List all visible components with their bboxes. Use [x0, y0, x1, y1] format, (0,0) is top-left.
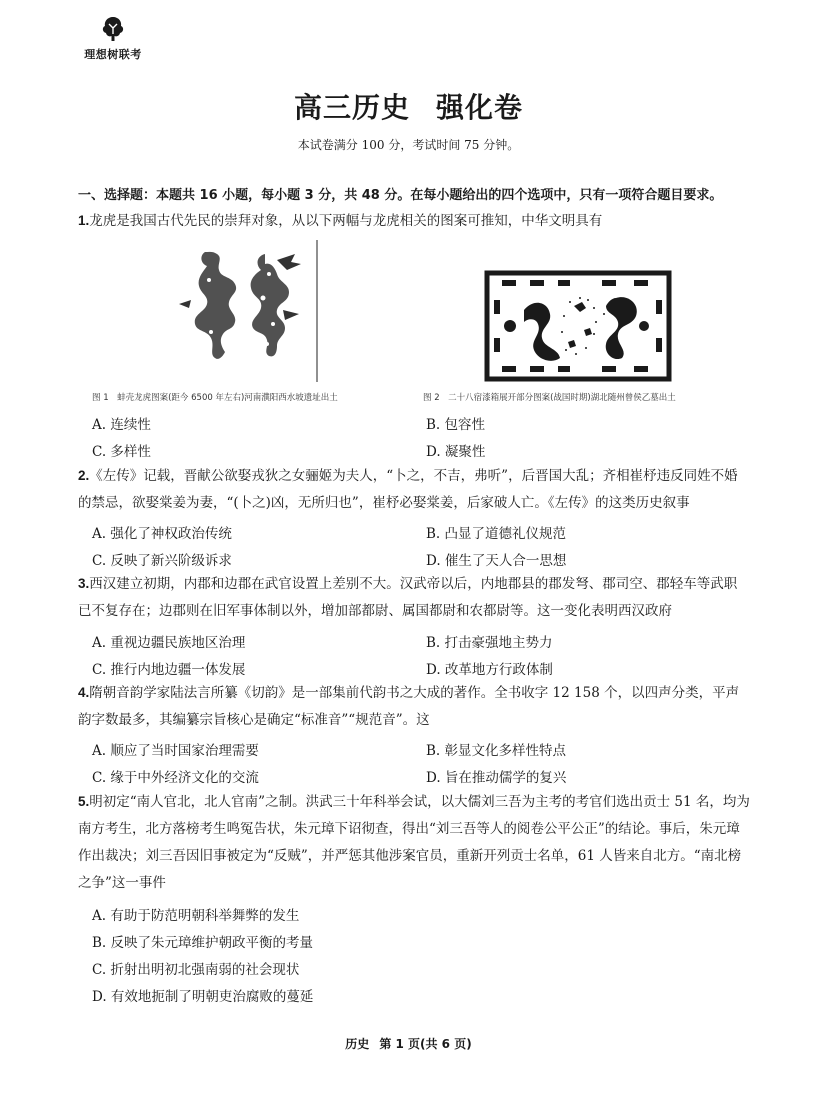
footer-subject: 历史 [345, 1037, 370, 1051]
option-c[interactable]: C. 缘于中外经济文化的交流 [92, 770, 259, 786]
option-a[interactable]: A. 有助于防范明朝科举舞弊的发生 [92, 908, 300, 924]
option-d[interactable]: D. 改革地方行政体制 [426, 662, 553, 678]
exam-info: 本试卷满分 100 分，考试时间 75 分钟。 [297, 138, 520, 152]
question-number: 4. [78, 685, 90, 700]
option-a[interactable]: A. 重视边疆民族地区治理 [92, 635, 246, 651]
tree-logo-icon [98, 14, 128, 44]
option-a[interactable]: A. 连续性 [92, 417, 151, 433]
option-a[interactable]: A. 顺应了当时国家治理需要 [92, 743, 259, 759]
brand-logo [78, 14, 148, 62]
option-c[interactable]: C. 折射出明初北强南弱的社会现状 [92, 962, 300, 978]
option-b[interactable]: B. 彰显文化多样性特点 [426, 743, 567, 759]
question-3 [78, 570, 750, 625]
question-stem: 明初定“南人官北，北人官南”之制。洪武三十年科举会试，以大儒刘三吾为主考的考官们选出贡士 51 名，均为南方考生，北方落榜考生鸣冤告状，朱元璋下诏彻查，得出“刘三吾等人的阅卷公平公正”的结论。事后，朱元璋作出裁决；刘三吾因旧事被定为“反贼”，并严惩其他涉案官员，重新开列贡士名单，61 人皆来自北方。“南北榜之争”这一事件 [78, 794, 750, 891]
option-d[interactable]: D. 旨在推动儒学的复兴 [426, 770, 567, 786]
option-d[interactable]: D. 有效地扼制了明朝吏治腐败的蔓延 [92, 989, 314, 1005]
option-c[interactable]: C. 多样性 [92, 444, 151, 460]
option-c[interactable]: C. 推行内地边疆一体发展 [92, 662, 246, 678]
page-title [0, 86, 817, 126]
lacquer-box-dragon-tiger-icon [484, 270, 672, 382]
option-b[interactable]: B. 包容性 [426, 417, 486, 433]
option-c[interactable]: C. 反映了新兴阶级诉求 [92, 553, 232, 569]
title-subject: 高三历史 [293, 91, 410, 124]
page-number: 第 1 页(共 6 页) [379, 1037, 472, 1051]
question-number: 3. [78, 576, 90, 591]
question-4 [78, 679, 750, 734]
figure-1-image [165, 240, 320, 382]
option-b[interactable]: B. 打击豪强地主势力 [426, 635, 553, 651]
question-stem: 龙虎是我国古代先民的崇拜对象，从以下两幅与龙虎相关的图案可推知，中华文明具有 [89, 213, 603, 229]
question-1 [78, 207, 750, 235]
brand-name: 理想树联考 [84, 48, 142, 61]
question-stem: 西汉建立初期，内郡和边郡在武官设置上差别不大。汉武帝以后，内地郡县的郡发弩、郡司空、郡轻车等武职已不复存在；边郡则在旧军事体制以外，增加部都尉、属国都尉和农都尉等。这一变化表明西汉政府 [78, 576, 738, 619]
question-number: 5. [78, 794, 90, 809]
option-b[interactable]: B. 反映了朱元璋维护朝政平衡的考量 [92, 935, 314, 951]
figure-2-image [484, 270, 672, 382]
question-number: 1. [78, 213, 90, 228]
section-heading: 一、选择题：本题共 16 小题，每小题 3 分，共 48 分。在每小题给出的四个选项中，只有一项符合题目要求。 [78, 188, 723, 203]
question-stem: 隋朝音韵学家陆法言所纂《切韵》是一部集前代韵书之大成的著作。全书收字 12 158 个，以四声分类，平声韵字数最多，其编纂宗旨核心是确定“标准音”“规范音”。这 [78, 685, 740, 728]
dragon-tiger-shell-mosaic-icon [165, 240, 320, 382]
option-d[interactable]: D. 催生了天人合一思想 [426, 553, 567, 569]
title-type: 强化卷 [436, 91, 524, 124]
question-2 [78, 462, 750, 517]
page-footer [0, 1035, 817, 1052]
option-d[interactable]: D. 凝聚性 [426, 444, 486, 460]
question-number: 2. [78, 468, 90, 483]
question-5 [78, 788, 750, 897]
option-a[interactable]: A. 强化了神权政治传统 [92, 526, 232, 542]
figure-1-caption: 图 1 蚌壳龙虎图案(距今 6500 年左右)河南濮阳西水坡遗址出土 [92, 393, 338, 403]
question-stem: 《左传》记载，晋献公欲娶戎狄之女骊姬为夫人，“卜之，不吉，弗听”，后晋国大乱；齐相崔杼违反同姓不婚的禁忌，欲娶棠姜为妻，“(卜之)凶，无所归也”，崔杼必娶棠姜，后家破人亡。《左传》的这类历史叙事 [78, 468, 738, 511]
figure-2-caption: 图 2 二十八宿漆箱展开部分图案(战国时期)湖北随州曾侯乙墓出土 [423, 393, 676, 403]
option-b[interactable]: B. 凸显了道德礼仪规范 [426, 526, 567, 542]
